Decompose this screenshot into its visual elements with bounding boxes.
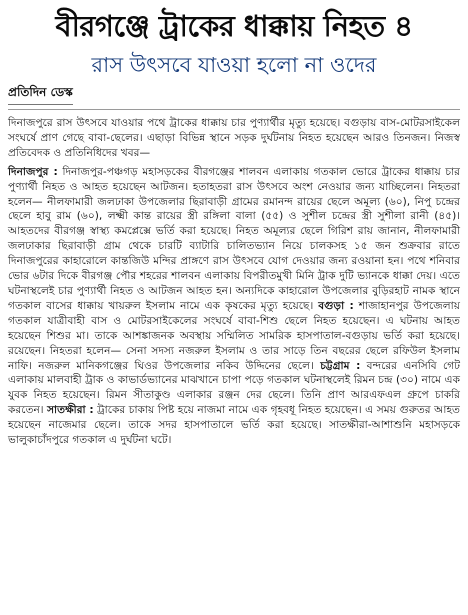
headline: বীরগঞ্জে ট্রাকের ধাক্কায় নিহত ৪: [55, 9, 413, 43]
dinajpur-paragraph: [8, 165, 460, 448]
bogura-text: শাজাহানপুর উপজেলায় গতকাল যাত্রীবাহী বাস ও মোটরসাইকেলের সংঘর্ষে বাবা-শিশু ছেলে নিহত হয়েছেন। এ ঘটনায় আহত হয়েছেন শিশুর মা। তাকে আশঙ্কাজনক অবস্থায় সম্মিলিত সামরিক হাসপাতাল-বগুড়ায় ভর্তি করা হয়েছে। রয়েছেন। নিহতরা হলেন— সেনা সদস্য নজরুল ইসলাম ও তার সাড়ে তিন বছরের ছেলে রফিউল ইসলাম নাফি। নজরুল মানিকগঞ্জের ঘিওর উপজেলার নকিব উদ্দিনের ছেলে।: [8, 299, 460, 372]
article-body: [8, 116, 460, 448]
dinajpur-text: দিনাজপুর-পঞ্চগড় মহাসড়কের বীরগঞ্জের শালবন এলাকায় গতকাল ভোরে ট্রাকের ধাক্কায় চার পুণ্যার্থী নিহত ও আহত হয়েছেন আটজন। হতাহতরা রাস উৎসবে অংশ নেওয়ার জন্য যাচ্ছিলেন। নিহতরা হলেন— নীলফামারী জলঢাকা উপজেলার ছিরাবাড়ী গ্রামের রমানন্দ রায়ের ছেলে অমূল্য (৬০), নিপু চন্দ্রের ছেলে হাবু রাম (৬০), লক্ষ্মী কান্ত রায়ের স্ত্রী রঙ্গিলা বালা (৫৫) ও সুশীল চন্দ্রের স্ত্রী সুশীলা রানী (৪৫)। আহতদের বীরগঞ্জ স্বাস্থ্য কমপ্লেক্সে ভর্তি করা হয়েছে। নিহত অমূল্যর ছেলে গিরিশ রায় জানান, নীলফামারী জলঢাকার ছিরাবাড়ী গ্রাম থেকে চারটি ব্যাটারি চালিতভ্যান নিয়ে চালকসহ ১৫ জন শুক্রবার রাতে দিনাজপুরের কাহারোলে কান্তজিউ মন্দির প্রাঙ্গণে রাস উৎসবে যোগ দেওয়ার জন্য রওয়ানা হন। পথে শনিবার ভোর ৬টার দিকে বীরগঞ্জ পৌর শহরের শালবন এলাকায় বিপরীতমুখী মিনি ট্রাক দুটি ভ্যানকে ধাক্কা দেয়। এতে ঘটনাস্থলেই চার পুণ্যার্থী নিহত ও আটজন আহত হন। অন্যদিকে কাহারোল উপজেলার বুড়িরহাট নামক স্থানে গতকাল বাসের ধাক্কায় খায়রুল ইসলাম নামে এক কৃষকের মৃত্যু হয়েছে।: [8, 165, 460, 312]
satkhira-text: ট্রাকের চাকায় পিষ্ট হয়ে নাজমা নামে এক গৃহবধূ নিহত হয়েছেন। এ সময় গুরুতর আহত হয়েছেন নাজেমার ছেলে। তাকে সদর হাসপাতালে ভর্তি করা হয়েছে। সাতক্ষীরা-আশাশুনি মহাসড়কে ভালুকাচাঁদপুরে গতকাল এ দুর্ঘটনা ঘটে।: [8, 404, 460, 447]
dateline-chattogram: চট্টগ্রাম :: [320, 359, 361, 372]
subheadline: রাস উৎসবে যাওয়া হলো না ওদের: [91, 53, 377, 77]
dateline-satkhira: সাতক্ষীরা :: [47, 404, 94, 417]
byline: প্রতিদিন ডেস্ক: [8, 84, 73, 105]
divider: [8, 109, 460, 110]
dateline-bogura: বগুড়া :: [318, 299, 354, 312]
intro-paragraph: দিনাজপুরে রাস উৎসবে যাওয়ার পথে ট্রাকের ধাক্কায় চার পুণ্যার্থীর মৃত্যু হয়েছে। বগুড়ায় বাস-মোটরসাইকেল সংঘর্ষে প্রাণ গেছে বাবা-ছেলের। এছাড়া বিভিন্ন স্থানে সড়ক দুর্ঘটনায় নিহত হয়েছেন আরও তিনজন। নিজস্ব প্রতিবেদক ও প্রতিনিধিদের খবর—: [8, 117, 460, 159]
chattogram-text: বন্দরের এনসিবি গেট এলাকায় মালবাহী ট্রাক ও কাভার্ডভ্যানের মাঝখানে চাপা পড়ে গতকাল ঘটনাস্থলেই রিমন চন্দ্র (৩০) নামে এক যুবক নিহত হয়েছেন। রিমন সীতাকুণ্ড এলাকার রঞ্জন দের ছেলে। তিনি প্রাণ আরএফএল গ্রুপে চাকরি করতেন।: [8, 359, 460, 417]
dateline-dinajpur: দিনাজপুর :: [8, 165, 58, 178]
